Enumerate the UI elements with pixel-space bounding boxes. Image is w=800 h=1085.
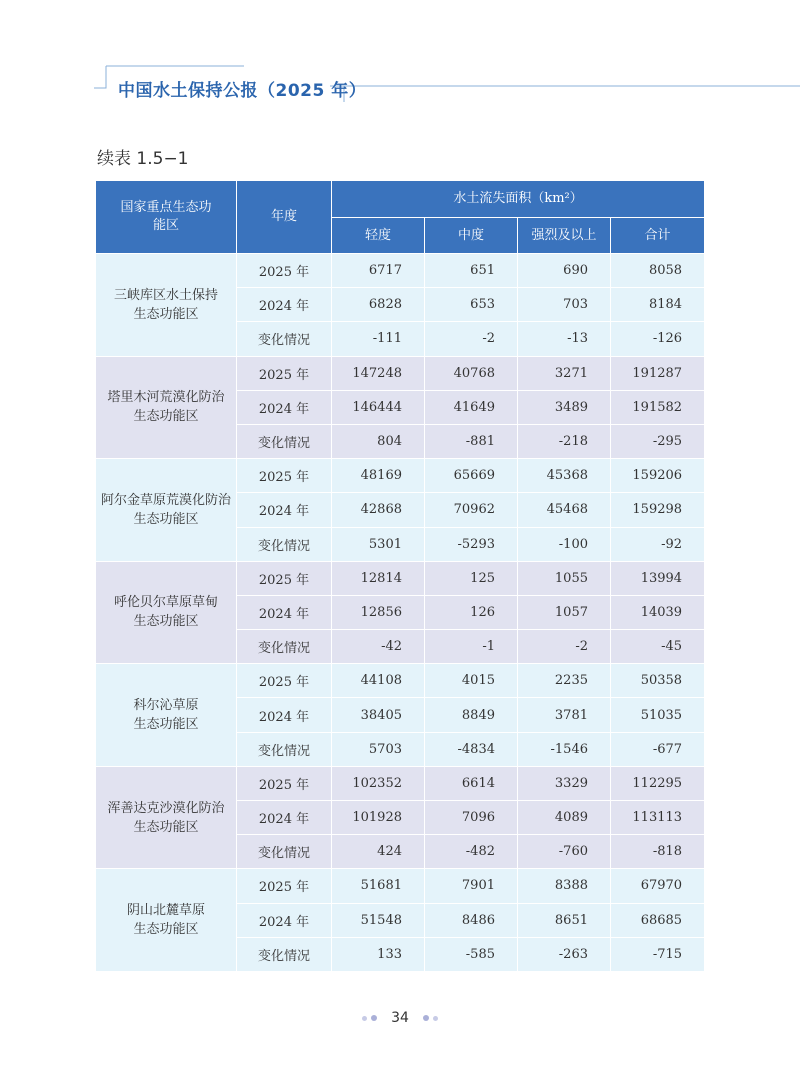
value-cell: 8388 bbox=[518, 869, 611, 903]
value-cell: 50358 bbox=[611, 664, 705, 698]
page-number: 34 bbox=[391, 1010, 409, 1026]
value-cell: 68685 bbox=[611, 903, 705, 937]
value-cell: 12856 bbox=[332, 595, 425, 629]
value-cell: 51035 bbox=[611, 698, 705, 732]
table-caption: 续表 1.5−1 bbox=[97, 149, 189, 169]
value-cell: 42868 bbox=[332, 493, 425, 527]
year-cell: 变化情况 bbox=[237, 937, 332, 971]
year-cell: 2024 年 bbox=[237, 698, 332, 732]
value-cell: -1546 bbox=[518, 732, 611, 766]
value-cell: 51548 bbox=[332, 903, 425, 937]
value-cell: 651 bbox=[425, 254, 518, 288]
value-cell: -482 bbox=[425, 835, 518, 869]
region-name: 科尔沁草原 生态功能区 bbox=[96, 664, 237, 767]
region-name: 三峡库区水土保持 生态功能区 bbox=[96, 254, 237, 357]
value-cell: -2 bbox=[518, 630, 611, 664]
footer-dot-icon bbox=[362, 1016, 367, 1021]
header-region: 国家重点生态功能区 bbox=[96, 181, 237, 254]
year-cell: 变化情况 bbox=[237, 630, 332, 664]
value-cell: 3489 bbox=[518, 390, 611, 424]
value-cell: 1055 bbox=[518, 561, 611, 595]
value-cell: 125 bbox=[425, 561, 518, 595]
value-cell: -13 bbox=[518, 322, 611, 356]
header-mild: 轻度 bbox=[332, 218, 425, 254]
value-cell: 40768 bbox=[425, 356, 518, 390]
value-cell: 8849 bbox=[425, 698, 518, 732]
year-cell: 2025 年 bbox=[237, 459, 332, 493]
value-cell: 8651 bbox=[518, 903, 611, 937]
value-cell: 45468 bbox=[518, 493, 611, 527]
value-cell: 113113 bbox=[611, 801, 705, 835]
value-cell: 102352 bbox=[332, 766, 425, 800]
year-cell: 2025 年 bbox=[237, 869, 332, 903]
value-cell: 126 bbox=[425, 595, 518, 629]
value-cell: 6828 bbox=[332, 288, 425, 322]
value-cell: 8058 bbox=[611, 254, 705, 288]
value-cell: 5301 bbox=[332, 527, 425, 561]
table-body bbox=[96, 254, 705, 972]
value-cell: -585 bbox=[425, 937, 518, 971]
header-total: 合计 bbox=[611, 218, 705, 254]
year-cell: 2025 年 bbox=[237, 664, 332, 698]
value-cell: 45368 bbox=[518, 459, 611, 493]
year-cell: 2024 年 bbox=[237, 288, 332, 322]
value-cell: 4015 bbox=[425, 664, 518, 698]
year-cell: 2024 年 bbox=[237, 801, 332, 835]
year-cell: 变化情况 bbox=[237, 424, 332, 458]
value-cell: -5293 bbox=[425, 527, 518, 561]
value-cell: 3781 bbox=[518, 698, 611, 732]
value-cell: -715 bbox=[611, 937, 705, 971]
region-name: 阴山北麓草原 生态功能区 bbox=[96, 869, 237, 972]
value-cell: -4834 bbox=[425, 732, 518, 766]
year-cell: 2024 年 bbox=[237, 595, 332, 629]
region-name: 呼伦贝尔草原草甸 生态功能区 bbox=[96, 561, 237, 664]
value-cell: -881 bbox=[425, 424, 518, 458]
value-cell: 41649 bbox=[425, 390, 518, 424]
value-cell: 159206 bbox=[611, 459, 705, 493]
value-cell: 6614 bbox=[425, 766, 518, 800]
value-cell: 5703 bbox=[332, 732, 425, 766]
value-cell: -760 bbox=[518, 835, 611, 869]
year-cell: 2024 年 bbox=[237, 493, 332, 527]
footer-dot-icon bbox=[423, 1015, 429, 1021]
value-cell: -263 bbox=[518, 937, 611, 971]
header-moderate: 中度 bbox=[425, 218, 518, 254]
header-year: 年度 bbox=[237, 181, 332, 254]
value-cell: -2 bbox=[425, 322, 518, 356]
footer-dot-icon bbox=[371, 1015, 377, 1021]
value-cell: -818 bbox=[611, 835, 705, 869]
publication-title: 中国水土保持公报（2025 年） bbox=[118, 81, 367, 101]
value-cell: 8486 bbox=[425, 903, 518, 937]
table-row bbox=[96, 459, 705, 493]
table-row bbox=[96, 664, 705, 698]
table-row bbox=[96, 254, 705, 288]
value-cell: -1 bbox=[425, 630, 518, 664]
value-cell: 191287 bbox=[611, 356, 705, 390]
year-cell: 2025 年 bbox=[237, 561, 332, 595]
header-erosion-area: 水土流失面积（km²） bbox=[332, 181, 705, 218]
region-name: 塔里木河荒漠化防治 生态功能区 bbox=[96, 356, 237, 459]
value-cell: -111 bbox=[332, 322, 425, 356]
year-cell: 变化情况 bbox=[237, 835, 332, 869]
year-cell: 变化情况 bbox=[237, 527, 332, 561]
value-cell: 424 bbox=[332, 835, 425, 869]
value-cell: 101928 bbox=[332, 801, 425, 835]
table-row bbox=[96, 561, 705, 595]
value-cell: 38405 bbox=[332, 698, 425, 732]
erosion-table bbox=[95, 180, 705, 972]
value-cell: 4089 bbox=[518, 801, 611, 835]
value-cell: 13994 bbox=[611, 561, 705, 595]
year-cell: 变化情况 bbox=[237, 322, 332, 356]
value-cell: 146444 bbox=[332, 390, 425, 424]
value-cell: -218 bbox=[518, 424, 611, 458]
value-cell: 112295 bbox=[611, 766, 705, 800]
value-cell: 804 bbox=[332, 424, 425, 458]
value-cell: 690 bbox=[518, 254, 611, 288]
value-cell: 3329 bbox=[518, 766, 611, 800]
table-row bbox=[96, 356, 705, 390]
value-cell: 70962 bbox=[425, 493, 518, 527]
region-name: 浑善达克沙漠化防治 生态功能区 bbox=[96, 766, 237, 869]
value-cell: 7901 bbox=[425, 869, 518, 903]
value-cell: 51681 bbox=[332, 869, 425, 903]
value-cell: 191582 bbox=[611, 390, 705, 424]
value-cell: -100 bbox=[518, 527, 611, 561]
year-cell: 2024 年 bbox=[237, 903, 332, 937]
value-cell: 48169 bbox=[332, 459, 425, 493]
value-cell: -42 bbox=[332, 630, 425, 664]
value-cell: -126 bbox=[611, 322, 705, 356]
value-cell: -295 bbox=[611, 424, 705, 458]
value-cell: -45 bbox=[611, 630, 705, 664]
page-footer bbox=[0, 1010, 800, 1026]
value-cell: 703 bbox=[518, 288, 611, 322]
value-cell: 65669 bbox=[425, 459, 518, 493]
value-cell: 12814 bbox=[332, 561, 425, 595]
value-cell: 14039 bbox=[611, 595, 705, 629]
value-cell: 6717 bbox=[332, 254, 425, 288]
value-cell: 44108 bbox=[332, 664, 425, 698]
value-cell: -92 bbox=[611, 527, 705, 561]
value-cell: 159298 bbox=[611, 493, 705, 527]
value-cell: 653 bbox=[425, 288, 518, 322]
value-cell: 147248 bbox=[332, 356, 425, 390]
year-cell: 2024 年 bbox=[237, 390, 332, 424]
value-cell: 3271 bbox=[518, 356, 611, 390]
year-cell: 2025 年 bbox=[237, 766, 332, 800]
value-cell: 133 bbox=[332, 937, 425, 971]
value-cell: 67970 bbox=[611, 869, 705, 903]
value-cell: 7096 bbox=[425, 801, 518, 835]
header-intense: 强烈及以上 bbox=[518, 218, 611, 254]
year-cell: 变化情况 bbox=[237, 732, 332, 766]
table-row bbox=[96, 766, 705, 800]
value-cell: -677 bbox=[611, 732, 705, 766]
table-row bbox=[96, 869, 705, 903]
year-cell: 2025 年 bbox=[237, 356, 332, 390]
year-cell: 2025 年 bbox=[237, 254, 332, 288]
region-name: 阿尔金草原荒漠化防治 生态功能区 bbox=[96, 459, 237, 562]
footer-dot-icon bbox=[433, 1016, 438, 1021]
value-cell: 8184 bbox=[611, 288, 705, 322]
value-cell: 2235 bbox=[518, 664, 611, 698]
value-cell: 1057 bbox=[518, 595, 611, 629]
